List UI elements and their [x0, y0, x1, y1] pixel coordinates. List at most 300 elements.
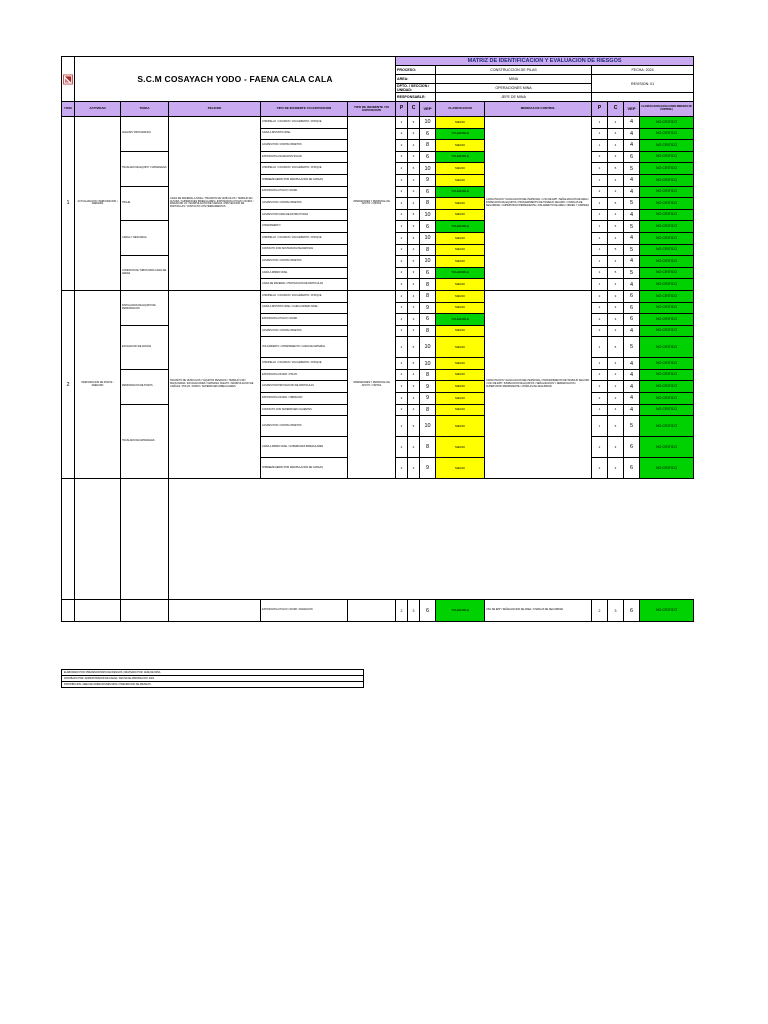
- vep2-cell: 5: [624, 267, 640, 279]
- p2-cell: 1: [592, 267, 608, 279]
- c-cell: 3: [408, 600, 420, 622]
- p-cell: 2: [396, 369, 408, 381]
- p2-cell: 2: [592, 458, 608, 479]
- tipo-cell: ATROPELLO / COLISION / VOLCAMIENTO / CHOQUE: [261, 290, 348, 302]
- tarea-cell: CARGA Y DESCARGA: [121, 221, 169, 256]
- c-cell: 3: [408, 186, 420, 198]
- clasificacion-cell: MEDIO: [436, 302, 485, 314]
- dpto-value: OPERACIONES MINA: [436, 84, 592, 93]
- footer-line: APROBADO POR: ADMINISTRADOR DE FAENA / FECHA DE APROBACION: 2024: [61, 676, 364, 682]
- p-cell: 2: [396, 209, 408, 221]
- p-cell: 2: [396, 600, 408, 622]
- last-row: [62, 600, 694, 622]
- p-cell: 2: [396, 404, 408, 416]
- p2-cell: 2: [592, 186, 608, 198]
- vep-cell: 8: [420, 404, 436, 416]
- clasificacion-cell: TOLERABLE: [436, 221, 485, 233]
- clasificacion2-cell: NO CRITICO: [640, 163, 694, 175]
- page-gap: [62, 479, 694, 600]
- p2-cell: 1: [592, 140, 608, 152]
- vep2-cell: 4: [624, 186, 640, 198]
- vep2-cell: 4: [624, 117, 640, 129]
- medidas-cell: CAPACITACION Y EVALUACION DEL PERSONAL / PROCEDIMIENTO DE TRABAJO SEGURO / USO DE EPP / INSPECCION DE EQUIPOS / SEÑALIZACION Y DEMARCACION / SUPERVISION PERMANENTE / CHARLAS DE SEGURIDAD: [485, 290, 592, 478]
- clasificacion-cell: MEDIO: [436, 393, 485, 405]
- personas-cell: OPERADORES Y PERSONAL DE APOYO / VISITAS: [348, 117, 396, 291]
- p-cell: 2: [396, 186, 408, 198]
- clasificacion2-cell: NO CRITICO: [640, 358, 694, 370]
- tipo-cell: EXPOSICION A POLVO / RUIDO / RADIACION: [261, 600, 348, 622]
- vep-cell: 6: [420, 600, 436, 622]
- p-cell: 2: [396, 416, 408, 437]
- tarea-cell: TRASLADO DE MATERIALES: [121, 404, 169, 479]
- dpto-label: DPTO. / SECCION / UNIDAD:: [396, 84, 436, 93]
- c-cell: 4: [408, 404, 420, 416]
- tipo-cell: ATROPELLO / COLISION / VOLCAMIENTO / CHOQUE: [261, 163, 348, 175]
- item-cell: 1: [62, 117, 75, 291]
- c2-cell: 4: [608, 404, 624, 416]
- c-cell: 5: [408, 117, 420, 129]
- col-clasificacion: CLASIFICACION: [436, 102, 485, 117]
- vep2-cell: 6: [624, 314, 640, 326]
- c-cell: 5: [408, 232, 420, 244]
- c-cell: 3: [408, 458, 420, 479]
- vep-cell: 10: [420, 117, 436, 129]
- clasificacion-cell: MEDIO: [436, 416, 485, 437]
- blank-cell: [592, 93, 694, 102]
- clasificacion-cell: TOLERABLE: [436, 314, 485, 326]
- clasificacion-cell: MEDIO: [436, 381, 485, 393]
- vep2-cell: 5: [624, 221, 640, 233]
- p2-cell: 2: [592, 290, 608, 302]
- company-logo-icon: [63, 74, 73, 85]
- p-cell: 2: [396, 232, 408, 244]
- p-cell: 2: [396, 437, 408, 458]
- c2-cell: 2: [608, 186, 624, 198]
- area-value: MINA: [436, 75, 592, 84]
- c-cell: 4: [408, 290, 420, 302]
- c-cell: 4: [408, 244, 420, 256]
- c-cell: 5: [408, 163, 420, 175]
- vep2-cell: 4: [624, 369, 640, 381]
- vep-cell: 10: [420, 358, 436, 370]
- clasificacion-cell: MEDIO: [436, 404, 485, 416]
- col-tarea: TAREA: [121, 102, 169, 117]
- clasificacion-cell: MEDIO: [436, 163, 485, 175]
- p2-cell: 2: [592, 151, 608, 163]
- p-cell: 2: [396, 325, 408, 337]
- p-cell: 2: [396, 151, 408, 163]
- col-c: C: [408, 102, 420, 117]
- tipo-cell: GOLPES POR / CONTRA OBJETOS: [261, 140, 348, 152]
- peligro-cell: TRANSITO DE VEHICULOS Y EQUIPOS PESADOS / TRABAJO CON MAQUINARIA / EXCAVACIONES / MATERIAL SUELTO / MANIPULACION DE CARGAS / POLVO / RUIDO / SUPERFICIES IRREGULARES: [169, 290, 261, 478]
- p-cell: 2: [396, 163, 408, 175]
- risk-matrix-sheet: [61, 56, 693, 622]
- clasificacion2-cell: NO CRITICO: [640, 416, 694, 437]
- clasificacion2-cell: NO CRITICO: [640, 232, 694, 244]
- c-cell: 3: [408, 393, 420, 405]
- vep2-cell: 6: [624, 151, 640, 163]
- c2-cell: 4: [608, 117, 624, 129]
- tarea-cell: ANALISIS TOPOGRAFICO: [121, 117, 169, 152]
- tipo-cell: SOBREESFUERZO POR MANIPULACION DE CARGAS: [261, 458, 348, 479]
- tipo-cell: ATROPELLO / COLISION / VOLCAMIENTO / CHOQUE: [261, 117, 348, 129]
- c-cell: 3: [408, 151, 420, 163]
- p-cell: 2: [396, 221, 408, 233]
- clasificacion-cell: MEDIO: [436, 337, 485, 358]
- vep-cell: 8: [420, 325, 436, 337]
- c2-cell: 4: [608, 140, 624, 152]
- company-name: S.C.M COSAYACH YODO - FAENA CALA CALA: [75, 57, 396, 102]
- c-cell: 5: [408, 416, 420, 437]
- clasificacion2-cell: NO CRITICO: [640, 198, 694, 210]
- item-cell: [62, 600, 75, 622]
- table-row: [62, 117, 694, 129]
- clasificacion-cell: TOLERABLE: [436, 151, 485, 163]
- vep2-cell: 4: [624, 209, 640, 221]
- clasificacion2-cell: NO CRITICO: [640, 244, 694, 256]
- c2-cell: 4: [608, 128, 624, 140]
- vep-cell: 9: [420, 458, 436, 479]
- clasificacion-cell: MEDIO: [436, 244, 485, 256]
- vep2-cell: 4: [624, 140, 640, 152]
- c-cell: 3: [408, 267, 420, 279]
- p2-cell: 1: [592, 279, 608, 291]
- vep2-cell: 4: [624, 404, 640, 416]
- clasificacion2-cell: NO CRITICO: [640, 393, 694, 405]
- c-cell: 5: [408, 256, 420, 268]
- footer-line: DISTRIBUCION: AREA DE OPERACIONES MINA / PREVENCION DE RIESGOS: [61, 682, 364, 688]
- c2-cell: 5: [608, 244, 624, 256]
- proceso-label: PROCESO:: [396, 66, 436, 75]
- c-cell: 5: [408, 337, 420, 358]
- p2-cell: 1: [592, 163, 608, 175]
- p2-cell: 2: [592, 600, 608, 622]
- c2-cell: 4: [608, 256, 624, 268]
- c-cell: 3: [408, 221, 420, 233]
- p2-cell: 2: [592, 325, 608, 337]
- c-cell: 3: [408, 381, 420, 393]
- clasificacion-cell: MEDIO: [436, 232, 485, 244]
- tipo-cell: ATROPELLO / COLISION / VOLCAMIENTO / CHOQUE: [261, 358, 348, 370]
- p2-cell: 1: [592, 337, 608, 358]
- vep2-cell: 5: [624, 163, 640, 175]
- revision-value: REVISION: 01: [592, 75, 694, 93]
- clasificacion2-cell: NO CRITICO: [640, 369, 694, 381]
- footer-line: ELABORADO POR: PREVENCIONISTA DE RIESGOS / REVISADO POR: JEFE DE MINA: [61, 669, 364, 676]
- vep2-cell: 6: [624, 290, 640, 302]
- tipo-cell: EXPOSICION A RADIACION SOLAR: [261, 151, 348, 163]
- vep-cell: 10: [420, 163, 436, 175]
- c2-cell: 3: [608, 600, 624, 622]
- clasificacion-cell: MEDIO: [436, 369, 485, 381]
- tipo-cell: CONTACTO CON SUSTANCIAS PELIGROSAS: [261, 244, 348, 256]
- col-p: P: [396, 102, 408, 117]
- p-cell: 2: [396, 117, 408, 129]
- tarea-cell: TRASLADO DE EQUIPO Y MATERIALES: [121, 151, 169, 186]
- vep-cell: 6: [420, 186, 436, 198]
- medidas-cell: USO DE EPP / SEÑALIZACION DE AREA / CHARLAS DE SEGURIDAD: [485, 600, 592, 622]
- p2-cell: 2: [592, 314, 608, 326]
- clasificacion-cell: MEDIO: [436, 140, 485, 152]
- p-cell: 2: [396, 256, 408, 268]
- clasificacion-cell: TOLERABLE: [436, 267, 485, 279]
- col-vep2: VEP: [624, 102, 640, 117]
- p-cell: 2: [396, 337, 408, 358]
- col-actividad: ACTIVIDAD: [75, 102, 121, 117]
- vep-cell: 8: [420, 290, 436, 302]
- vep2-cell: 6: [624, 437, 640, 458]
- p-cell: 3: [396, 381, 408, 393]
- area-label: AREA:: [396, 75, 436, 84]
- col-peligro: PELIGRO: [169, 102, 261, 117]
- vep-cell: 10: [420, 256, 436, 268]
- matrix-title: MATRIZ DE IDENTIFICACION Y EVALUACION DE RIESGOS: [396, 57, 694, 66]
- vep2-cell: 4: [624, 279, 640, 291]
- p-cell: 3: [396, 393, 408, 405]
- vep-cell: 10: [420, 232, 436, 244]
- tipo-cell: EXPOSICION A POLVO / RUIDO: [261, 314, 348, 326]
- p2-cell: 1: [592, 128, 608, 140]
- personas-cell: OPERADORES Y PERSONAL DE APOYO / VISITAS: [348, 290, 396, 478]
- vep-cell: 9: [420, 302, 436, 314]
- p2-cell: 1: [592, 244, 608, 256]
- vep-cell: 6: [420, 151, 436, 163]
- c2-cell: 3: [608, 302, 624, 314]
- p-cell: 2: [396, 358, 408, 370]
- c-cell: 4: [408, 140, 420, 152]
- c-cell: 4: [408, 279, 420, 291]
- p2-cell: 2: [592, 302, 608, 314]
- c2-cell: 5: [608, 267, 624, 279]
- clasificacion-cell: MEDIO: [436, 256, 485, 268]
- c-cell: 4: [408, 369, 420, 381]
- col-tipo-incidente: TIPO DE INCIDENTE Y/O EXPOSICION: [261, 102, 348, 117]
- clasificacion2-cell: NO CRITICO: [640, 404, 694, 416]
- tipo-cell: EXPOSICION A RUIDO / POLVO: [261, 369, 348, 381]
- vep2-cell: 4: [624, 128, 640, 140]
- clasificacion-cell: TOLERABLE: [436, 128, 485, 140]
- tarea-cell: CONEXION DE TUBOS PARA CAIDA DE ARENA: [121, 256, 169, 291]
- p-cell: 2: [396, 128, 408, 140]
- c2-cell: 3: [608, 458, 624, 479]
- clasificacion-cell: MEDIO: [436, 174, 485, 186]
- tarea-cell: INSTALACION DE EQUIPO DE PERFORACION: [121, 290, 169, 325]
- vep2-cell: 4: [624, 393, 640, 405]
- p-cell: 2: [396, 140, 408, 152]
- c2-cell: 3: [608, 314, 624, 326]
- p2-cell: 1: [592, 174, 608, 186]
- p-cell: 2: [396, 267, 408, 279]
- c-cell: 3: [408, 128, 420, 140]
- tipo-cell: EXPOSICION A POLVO / RUIDO: [261, 186, 348, 198]
- clasificacion2-cell: NO CRITICO: [640, 279, 694, 291]
- clasificacion2-cell: NO CRITICO: [640, 337, 694, 358]
- clasificacion-cell: MEDIO: [436, 437, 485, 458]
- p2-cell: 2: [592, 437, 608, 458]
- matrix-rows: [62, 117, 694, 479]
- tipo-cell: SOBREESFUERZO POR MANIPULACION DE CARGAS: [261, 174, 348, 186]
- clasificacion2-cell: NO CRITICO: [640, 221, 694, 233]
- c2-cell: 5: [608, 416, 624, 437]
- clasificacion2-cell: NO CRITICO: [640, 151, 694, 163]
- p2-cell: 1: [592, 198, 608, 210]
- vep2-cell: 6: [624, 600, 640, 622]
- c2-cell: 4: [608, 174, 624, 186]
- p-cell: 2: [396, 198, 408, 210]
- col-clasificacion2: CLASIFICACION (EVALUANDO MEDIDAS DE CONTROL): [640, 102, 694, 117]
- vep-cell: 10: [420, 416, 436, 437]
- clasificacion-cell: MEDIO: [436, 458, 485, 479]
- col-medidas: MEDIDAS DE CONTROL: [485, 102, 592, 117]
- tipo-cell: GOLPES POR / CONTRA OBJETOS: [261, 198, 348, 210]
- p-cell: 2: [396, 290, 408, 302]
- p-cell: 2: [396, 314, 408, 326]
- c2-cell: 4: [608, 279, 624, 291]
- col-vep: VEP: [420, 102, 436, 117]
- col-p2: P: [592, 102, 608, 117]
- vep-cell: 6: [420, 314, 436, 326]
- c2-cell: 4: [608, 358, 624, 370]
- p2-cell: 2: [592, 381, 608, 393]
- c2-cell: 2: [608, 325, 624, 337]
- vep-cell: 10: [420, 337, 436, 358]
- vep2-cell: 5: [624, 416, 640, 437]
- tipo-cell: CAIDA A DISTINTO NIVEL / CAIDA A MISMO NIVEL: [261, 302, 348, 314]
- p-cell: 3: [396, 174, 408, 186]
- responsable-value: JEFE DE MINA: [436, 93, 592, 102]
- personas-cell: [348, 600, 396, 622]
- clasificacion-cell: MEDIO: [436, 290, 485, 302]
- vep2-cell: 4: [624, 325, 640, 337]
- table-row: [62, 290, 694, 302]
- clasificacion2-cell: NO CRITICO: [640, 437, 694, 458]
- tarea-cell: [121, 600, 169, 622]
- clasificacion2-cell: NO CRITICO: [640, 458, 694, 479]
- vep-cell: 9: [420, 393, 436, 405]
- actividad-cell: [75, 600, 121, 622]
- c-cell: 3: [408, 174, 420, 186]
- vep2-cell: 4: [624, 232, 640, 244]
- fecha-value: FECHA: 2024: [592, 66, 694, 75]
- vep2-cell: 6: [624, 458, 640, 479]
- c-cell: 3: [408, 302, 420, 314]
- p2-cell: 1: [592, 232, 608, 244]
- vep2-cell: 4: [624, 174, 640, 186]
- clasificacion-cell: MEDIO: [436, 198, 485, 210]
- tipo-cell: CONTACTO CON SUPERFICIES CALIENTES: [261, 404, 348, 416]
- col-personas-expuestas: TIPO DE INCIDENTE Y/O EXPOSICION: [348, 102, 396, 117]
- c-cell: 4: [408, 437, 420, 458]
- clasificacion2-cell: NO CRITICO: [640, 256, 694, 268]
- actividad-cell: PERFORACION DE POZOS / ARENADO: [75, 290, 121, 478]
- vep-cell: 6: [420, 221, 436, 233]
- p-cell: 3: [396, 302, 408, 314]
- vep2-cell: 4: [624, 256, 640, 268]
- risk-matrix-table: [61, 56, 694, 622]
- c2-cell: 4: [608, 209, 624, 221]
- tipo-cell: ATRAPAMIENTO: [261, 221, 348, 233]
- c2-cell: 2: [608, 369, 624, 381]
- p-cell: 3: [396, 458, 408, 479]
- p2-cell: 1: [592, 117, 608, 129]
- vep2-cell: 6: [624, 302, 640, 314]
- item-cell: 2: [62, 290, 75, 478]
- clasificacion2-cell: NO CRITICO: [640, 314, 694, 326]
- vep-cell: 8: [420, 198, 436, 210]
- vep2-cell: 5: [624, 337, 640, 358]
- clasificacion2-cell: NO CRITICO: [640, 325, 694, 337]
- actividad-cell: ACTUALIZACION / PERFORACION / ARENADA: [75, 117, 121, 291]
- tipo-cell: GOLPES POR / CONTRA OBJETOS: [261, 256, 348, 268]
- p2-cell: 1: [592, 209, 608, 221]
- p2-cell: 2: [592, 393, 608, 405]
- proceso-value: CONSTRUCCION DE PILAS: [436, 66, 592, 75]
- c-cell: 4: [408, 325, 420, 337]
- p-cell: 2: [396, 279, 408, 291]
- tipo-cell: GOLPES POR PROYECCION DE PARTICULAS: [261, 381, 348, 393]
- clasificacion2-cell: NO CRITICO: [640, 186, 694, 198]
- c2-cell: 5: [608, 198, 624, 210]
- tipo-cell: EXPOSICION A RUIDO / VIBRACION: [261, 393, 348, 405]
- c2-cell: 4: [608, 232, 624, 244]
- clasificacion-cell: TOLERABLE: [436, 600, 485, 622]
- tipo-cell: CAIDA DE MATERIAL / PROYECCION DE PARTICULAS: [261, 279, 348, 291]
- clasificacion-cell: MEDIO: [436, 325, 485, 337]
- col-c2: C: [608, 102, 624, 117]
- vep-cell: 9: [420, 174, 436, 186]
- tipo-cell: GOLPES POR / CONTRA OBJETOS: [261, 416, 348, 437]
- clasificacion2-cell: NO CRITICO: [640, 117, 694, 129]
- vep-cell: 8: [420, 369, 436, 381]
- clasificacion-cell: TOLERABLE: [436, 186, 485, 198]
- vep-cell: 9: [420, 381, 436, 393]
- vep-cell: 8: [420, 244, 436, 256]
- vep-cell: 8: [420, 140, 436, 152]
- vep-cell: 6: [420, 128, 436, 140]
- tipo-cell: ATROPELLO / COLISION / VOLCAMIENTO / CHOQUE: [261, 232, 348, 244]
- vep-cell: 10: [420, 209, 436, 221]
- responsable-label: RESPONSABLE:: [396, 93, 436, 102]
- peligro-cell: CAIDA DE MATERIAL A NIVEL / TRANSITO DE VEHICULOS / TRABAJO EN ALTURA / SUPERFICIES IRREGULARES / EXPOSICION A POLVO / RUIDO / RADIACION UV / MANIPULACION DE CARGAS / PROYECCION DE PARTICULAS / CONTACTO CON HERRAMIENTAS: [169, 117, 261, 291]
- c2-cell: 2: [608, 381, 624, 393]
- clasificacion-cell: MEDIO: [436, 117, 485, 129]
- c2-cell: 5: [608, 337, 624, 358]
- c-cell: 5: [408, 358, 420, 370]
- c2-cell: 2: [608, 393, 624, 405]
- tarea-cell: TRIAJE: [121, 186, 169, 221]
- p2-cell: 1: [592, 221, 608, 233]
- clasificacion2-cell: NO CRITICO: [640, 174, 694, 186]
- clasificacion2-cell: NO CRITICO: [640, 267, 694, 279]
- clasificacion2-cell: NO CRITICO: [640, 128, 694, 140]
- tipo-cell: GOLPES POR / CONTRA OBJETOS: [261, 325, 348, 337]
- c2-cell: 3: [608, 151, 624, 163]
- c-cell: 4: [408, 198, 420, 210]
- clasificacion-cell: MEDIO: [436, 358, 485, 370]
- c-cell: 5: [408, 209, 420, 221]
- clasificacion2-cell: NO CRITICO: [640, 290, 694, 302]
- logo: [62, 57, 75, 102]
- tipo-cell: CAIDA A DISTINTO NIVEL: [261, 128, 348, 140]
- clasificacion2-cell: NO CRITICO: [640, 209, 694, 221]
- tarea-cell: PERFORACION DE POZOS: [121, 369, 169, 404]
- clasificacion-cell: MEDIO: [436, 279, 485, 291]
- vep-cell: 6: [420, 267, 436, 279]
- clasificacion2-cell: NO CRITICO: [640, 381, 694, 393]
- clasificacion2-cell: NO CRITICO: [640, 302, 694, 314]
- col-item: ITEM: [62, 102, 75, 117]
- vep2-cell: 5: [624, 244, 640, 256]
